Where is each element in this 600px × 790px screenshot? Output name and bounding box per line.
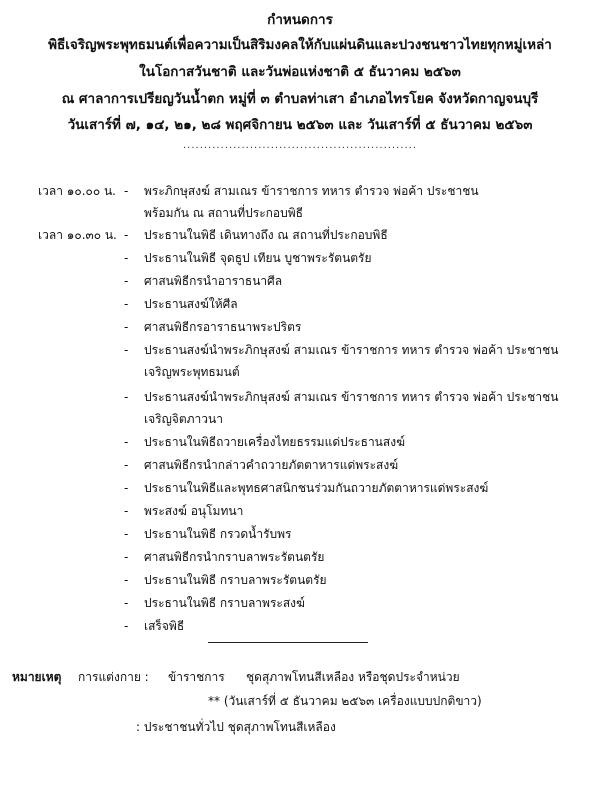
list-item-continuation: พร้อมกัน ณ สถานที่ประกอบพิธี [144, 206, 303, 220]
special-dress-note: ** (วันเสาร์ที่ ๕ ธันวาคม ๒๕๖๓ เครื่องแบบปกติขาว) [208, 694, 482, 708]
list-item: - ศาสนพิธีกรนำอาราธนาศีล [124, 274, 283, 288]
list-item: - ประธานในพิธี เดินทางถึง ณ สถานที่ประกอบพิธี [124, 228, 388, 242]
time-1030: เวลา ๑๐.๓๐ น. [38, 228, 117, 242]
public-dress-note: : ประชาชนทั่วไป ชุดสุภาพโทนสีเหลือง [136, 720, 336, 734]
list-item: - พระสงฆ์ อนุโมทนา [124, 504, 244, 518]
list-item: - ประธานในพิธี กรวดน้ำรับพร [124, 527, 292, 541]
dates-line: วันเสาร์ที่ ๗, ๑๔, ๒๑, ๒๘ พฤศจิกายน ๒๕๖๓ และ วันเสาร์ที่ ๕ ธันวาคม ๒๕๖๓ [67, 117, 533, 133]
list-item: - ศาสนพิธีกรนำกราบลาพระรัตนตรัย [124, 550, 325, 564]
horizontal-rule [208, 642, 368, 643]
occasion-line: ในโอกาสวันชาติ และวันพ่อแห่งชาติ ๕ ธันวาคม ๒๕๖๓ [139, 64, 461, 80]
list-item: - ประธานในพิธีถวายเครื่องไทยธรรมแด่ประธานสงฆ์ [124, 435, 405, 449]
list-item: - ประธานในพิธี กราบลาพระรัตนตรัย [124, 573, 327, 587]
dress-label: การแต่งกาย : [78, 670, 149, 684]
list-item-continuation: เจริญจิตภาวนา [144, 412, 223, 426]
list-item: - ประธานสงฆ์นำพระภิกษุสงฆ์ สามเณร ข้าราชการ ทหาร ตำรวจ พ่อค้า ประชาชน [124, 343, 559, 357]
list-item: - ประธานในพิธี กราบลาพระสงฆ์ [124, 596, 305, 610]
ceremony-title: พิธีเจริญพระพุทธมนต์เพื่อความเป็นสิริมงคลให้กับแผ่นดินและปวงชนชาวไทยทุกหมู่เหล่า [48, 37, 552, 53]
venue-line: ณ ศาลาการเปรียญวันน้ำตก หมู่ที่ ๓ ตำบลท่าเสา อำเภอไทรโยค จังหวัดกาญจนบุรี [61, 91, 539, 107]
dotted-separator: ........................................................ [182, 140, 417, 151]
list-item: - ศาสนพิธีกรนำกล่าวคำถวายภัตตาหารแด่พระสงฆ์ [124, 458, 399, 472]
document-title: กำหนดการ [267, 12, 333, 28]
list-item-continuation: เจริญพระพุทธมนต์ [144, 365, 240, 379]
list-item: - ประธานในพิธี จุดธูป เทียน บูชาพระรัตนตรัย [124, 251, 372, 265]
list-item: - ประธานในพิธีและพุทธศาสนิกชนร่วมกันถวายภัตตาหารแด่พระสงฆ์ [124, 481, 489, 495]
civil-servant-dress: ชุดสุภาพโทนสีเหลือง หรือชุดประจำหน่วย [246, 670, 460, 684]
list-item: - เสร็จพิธี [124, 619, 185, 633]
list-item: - พระภิกษุสงฆ์ สามเณร ข้าราชการ ทหาร ตำรวจ พ่อค้า ประชาชน [124, 184, 479, 198]
note-label: หมายเหตุ [12, 670, 62, 684]
list-item: - ประธานสงฆ์นำพระภิกษุสงฆ์ สามเณร ข้าราชการ ทหาร ตำรวจ พ่อค้า ประชาชน [124, 390, 559, 404]
list-item: - ประธานสงฆ์ให้ศีล [124, 297, 238, 311]
list-item: - ศาสนพิธีกรอาราธนาพระปริตร [124, 320, 302, 334]
civil-servant-label: ข้าราชการ [168, 670, 225, 684]
time-1000: เวลา ๑๐.๐๐ น. [38, 184, 116, 198]
